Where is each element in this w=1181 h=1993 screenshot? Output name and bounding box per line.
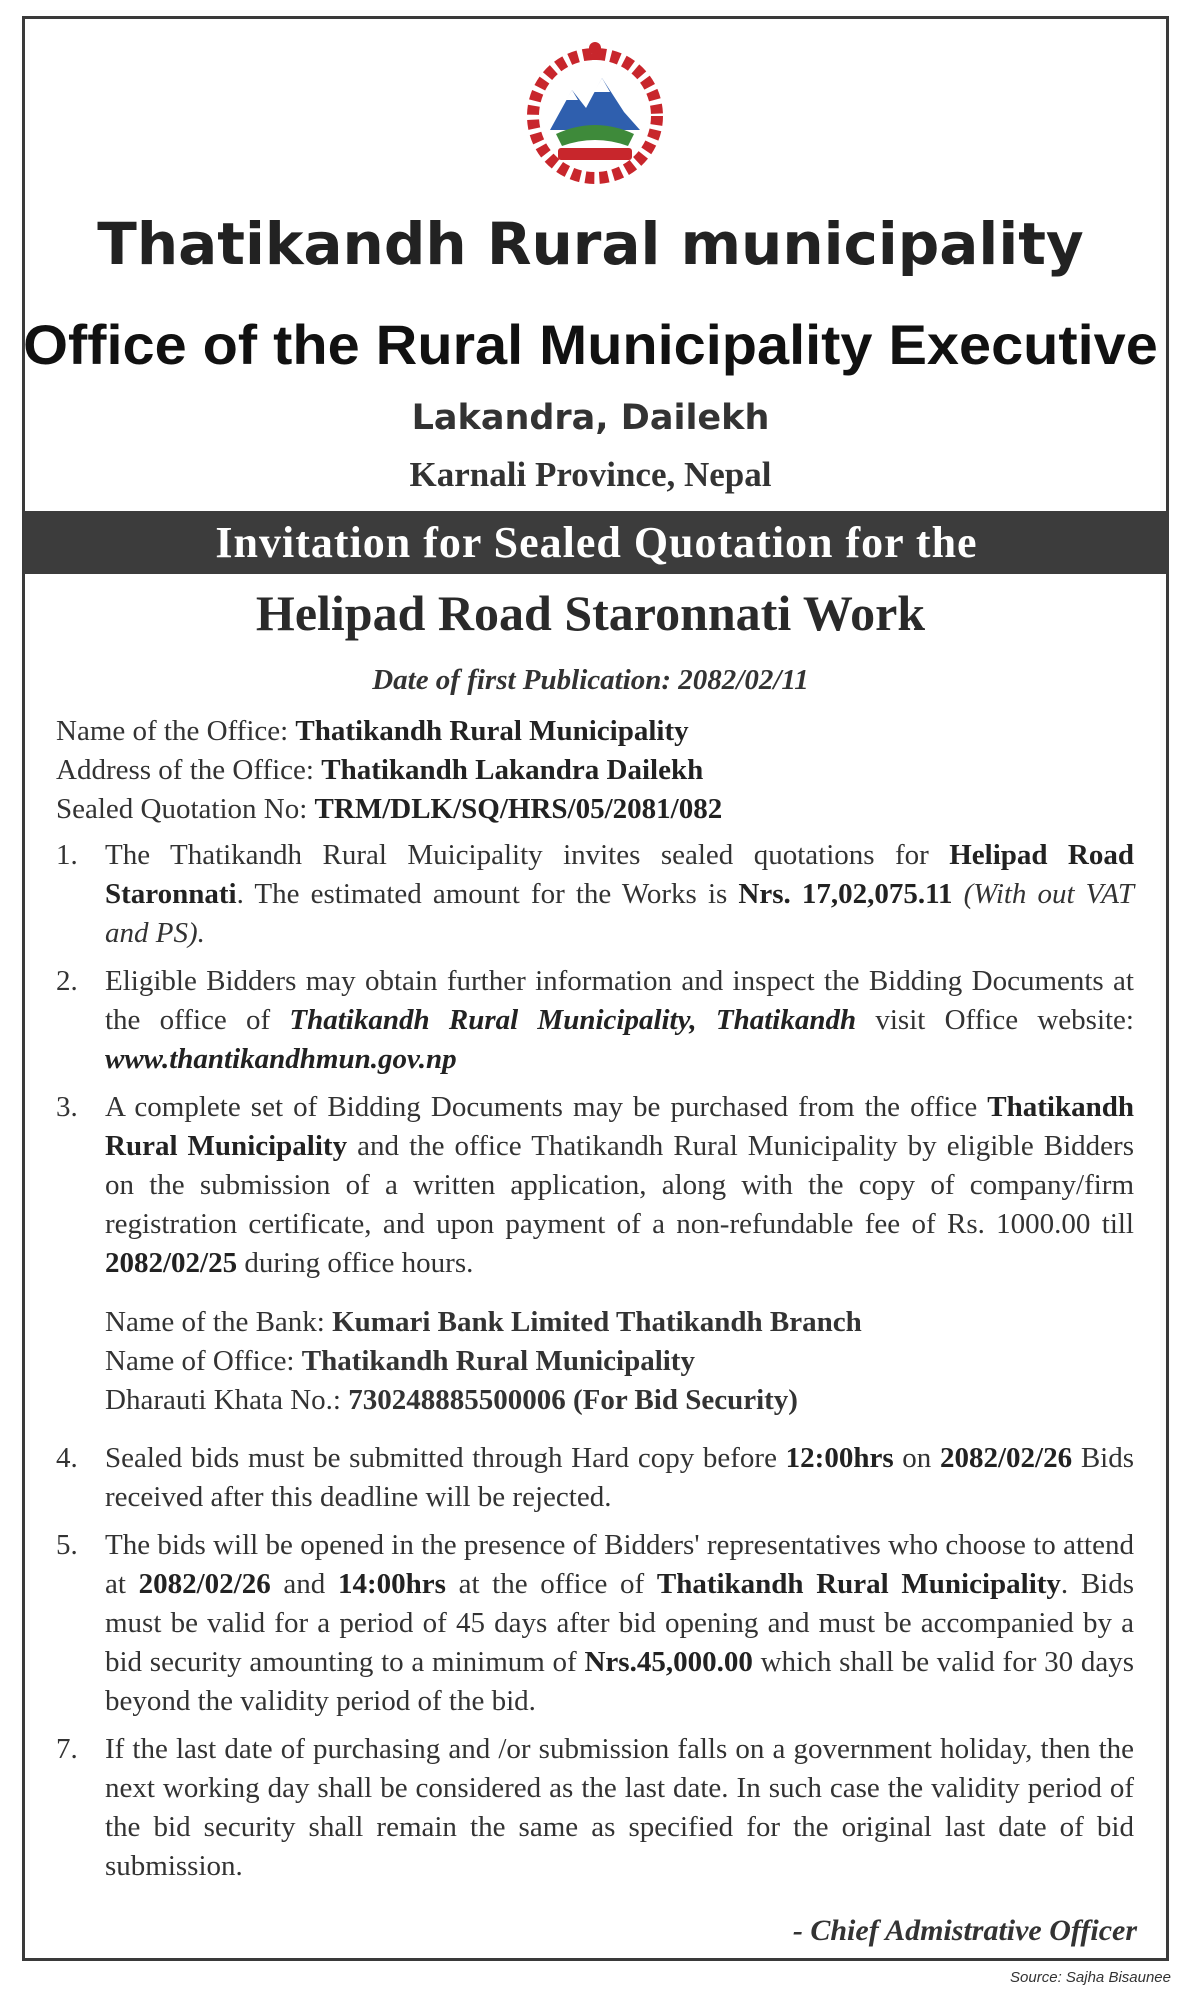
office-address-value: Thatikandh Lakandra Dailekh — [321, 754, 704, 786]
quotation-number-line: Sealed Quotation No: TRM/DLK/SQ/HRS/05/2081/082 — [56, 793, 723, 825]
municipality-name: Thatikandh Rural municipality — [97, 210, 1084, 278]
invitation-banner: Invitation for Sealed Quotation for the — [24, 511, 1169, 574]
signature: - Chief Admistrative Officer — [792, 1914, 1137, 1947]
office-location: Lakandra, Dailekh — [411, 398, 770, 438]
website-link[interactable]: www.thantikandhmun.gov.np — [105, 1043, 457, 1075]
list-item: 2. Eligible Bidders may obtain further information and inspect the Bidding Documents at the office of Thatikandh Rural Municipality, Thatikandh visit Office website: www.thantikandhmun.gov.np — [56, 965, 1134, 1075]
list-item: 7. If the last date of purchasing and /or submission falls on a government holiday, then the next working day shall be considered as the last date. In such case the validity period of the bid security shall remain the same as specified for the original last date of bid submission. — [56, 1733, 1134, 1882]
office-title: Office of the Rural Municipality Executive — [23, 313, 1158, 376]
publication-date: Date of first Publication: 2082/02/11 — [372, 664, 809, 696]
source-credit: Source: Sajha Bisaunee — [1010, 1969, 1171, 1986]
notice-items — [56, 836, 1134, 1895]
bank-name: Kumari Bank Limited Thatikandh Branch — [332, 1306, 862, 1338]
office-address-line: Address of the Office: Thatikandh Lakandra Dailekh — [56, 754, 704, 786]
list-item: 3. A complete set of Bidding Documents may be purchased from the office Thatikandh Rural Municipality and the office Thatikandh Rural Municipality by eligible Bidders on the submission of a written application, along with the copy of company/firm registration certificate, and upon payment of a non-refundable fee of Rs. 1000.00 till 2082/02/25 during office hours. — [56, 1091, 1134, 1279]
office-name-value: Thatikandh Rural Municipality — [295, 715, 689, 747]
bank-office-name: Thatikandh Rural Municipality — [301, 1345, 695, 1377]
office-province: Karnali Province, Nepal — [409, 455, 772, 494]
list-item: 4. Sealed bids must be submitted through Hard copy before 12:00hrs on 2082/02/26 Bids received after this deadline will be rejected. — [56, 1442, 1135, 1513]
bank-account-number: 730248885500006 (For Bid Security) — [348, 1384, 798, 1416]
office-name-line: Name of the Office: Thatikandh Rural Municipality — [56, 715, 689, 747]
list-item: 1. The Thatikandh Rural Muicipality invites sealed quotations for Helipad Road Staronnati. The estimated amount for the Works is Nrs. 17,02,075.11 (With out VAT and PS). — [56, 839, 1135, 949]
bank-info: Name of the Bank: Kumari Bank Limited Thatikandh Branch Name of Office: Thatikandh Rural Municipality Dharauti Khata No.: 730248885500006 (For Bid Security) — [105, 1306, 862, 1416]
nepal-emblem-icon — [520, 38, 670, 188]
list-item: 5. The bids will be opened in the presence of Bidders' representatives who choose to attend at 2082/02/26 and 14:00hrs at the office of Thatikandh Rural Municipality. Bids must be valid for a period of 45 days after bid opening and must be accompanied by a bid security amounting to a minimum of Nrs.45,000.00 which shall be valid for 30 days beyond the validity period of the bid. — [56, 1529, 1135, 1717]
quotation-number-value: TRM/DLK/SQ/HRS/05/2081/082 — [314, 793, 723, 825]
work-title: Helipad Road Staronnati Work — [255, 585, 926, 641]
office-info — [56, 712, 1136, 829]
